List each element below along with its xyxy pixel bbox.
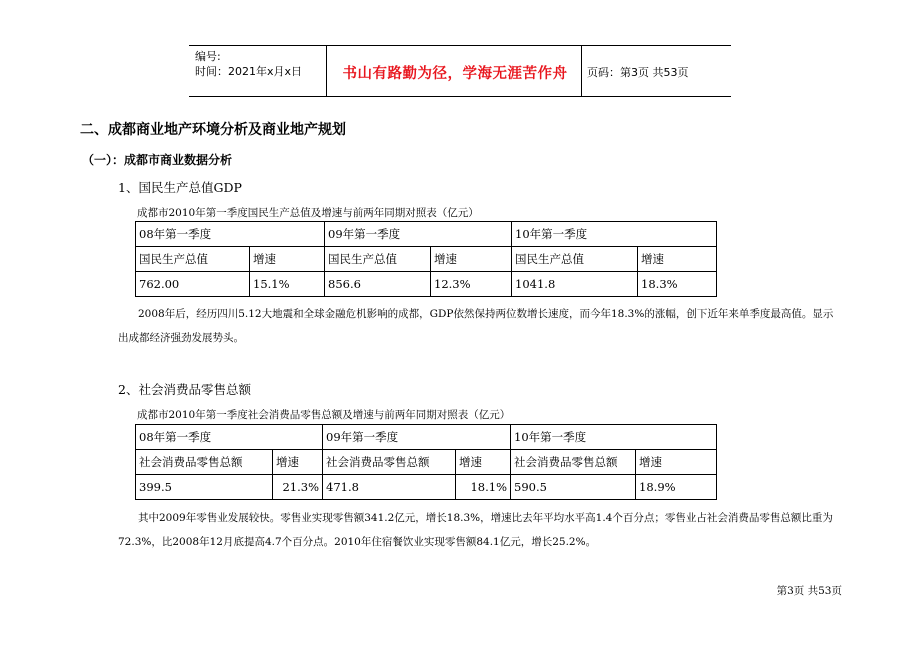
table-label-cell: 增速: [636, 450, 717, 475]
table-label-cell: 增速: [273, 450, 323, 475]
retail-caption: 成都市2010年第一季度社会消费品零售总额及增速与前两年同期对照表（亿元）: [137, 409, 511, 421]
table-value-cell: 12.3%: [431, 272, 512, 297]
header-number: 编号:: [195, 50, 221, 63]
table-value-cell: 21.3%: [273, 475, 323, 500]
header-meta: [195, 49, 302, 79]
table-row: [136, 475, 717, 500]
retail-heading: 2、社会消费品零售总额: [118, 382, 251, 397]
page-footer: 第3页 共53页: [776, 585, 842, 597]
table-label-cell: 国民生产总值: [325, 247, 431, 272]
table-header-cell: 10年第一季度: [511, 425, 717, 450]
gdp-table: [135, 221, 717, 297]
table-header-cell: 08年第一季度: [136, 425, 323, 450]
table-label-cell: 增速: [638, 247, 717, 272]
table-header-cell: 09年第一季度: [325, 222, 512, 247]
table-label-cell: 社会消费品零售总额: [323, 450, 456, 475]
table-value-cell: 18.9%: [636, 475, 717, 500]
table-value-cell: 856.6: [325, 272, 431, 297]
header-divider: [581, 46, 582, 96]
retail-note: 其中2009年零售业发展较快。零售业实现零售额341.2亿元，增长18.3%，增速比去年平均水平高1.4个百分点；零售业占社会消费品零售总额比重为72.3%，比2008年12月底提高4.7个百分点。2010年住宿餐饮业实现零售额84.1亿元，增长25.2%。: [118, 512, 833, 548]
table-row: [136, 247, 717, 272]
table-label-cell: 增速: [250, 247, 325, 272]
table-value-cell: 590.5: [511, 475, 636, 500]
table-label-cell: 增速: [431, 247, 512, 272]
table-value-cell: 762.00: [136, 272, 250, 297]
table-label-cell: 国民生产总值: [512, 247, 638, 272]
table-label-cell: 增速: [456, 450, 511, 475]
table-value-cell: 15.1%: [250, 272, 325, 297]
header-time: 时间：2021年x月x日: [195, 65, 303, 78]
header-divider: [326, 46, 327, 96]
table-row: [136, 425, 717, 450]
table-value-cell: 18.1%: [456, 475, 511, 500]
gdp-heading: 1、国民生产总值GDP: [118, 180, 242, 195]
table-value-cell: 1041.8: [512, 272, 638, 297]
table-value-cell: 399.5: [136, 475, 273, 500]
page-header: [189, 45, 731, 97]
table-label-cell: 国民生产总值: [136, 247, 250, 272]
table-label-cell: 社会消费品零售总额: [136, 450, 273, 475]
table-header-cell: 10年第一季度: [512, 222, 717, 247]
table-row: [136, 222, 717, 247]
section-title: 二、成都商业地产环境分析及商业地产规划: [80, 122, 346, 138]
gdp-caption: 成都市2010年第一季度国民生产总值及增速与前两年同期对照表（亿元）: [137, 207, 479, 219]
table-value-cell: 471.8: [323, 475, 456, 500]
retail-table: [135, 424, 717, 500]
table-label-cell: 社会消费品零售总额: [511, 450, 636, 475]
header-motto: 书山有路勤为径，学海无涯苦作舟: [342, 66, 568, 82]
table-row: [136, 272, 717, 297]
header-page-number: 页码：第3页 共53页: [587, 66, 689, 79]
table-row: [136, 450, 717, 475]
table-header-cell: 08年第一季度: [136, 222, 325, 247]
table-header-cell: 09年第一季度: [323, 425, 511, 450]
gdp-note: 2008年后，经历四川5.12大地震和全球金融危机影响的成都，GDP依然保持两位数增长速度，而今年18.3%的涨幅，创下近年来单季度最高值。显示出成都经济强劲发展势头。: [118, 308, 834, 344]
subsection-title: （一）：成都市商业数据分析: [82, 153, 233, 167]
table-value-cell: 18.3%: [638, 272, 717, 297]
